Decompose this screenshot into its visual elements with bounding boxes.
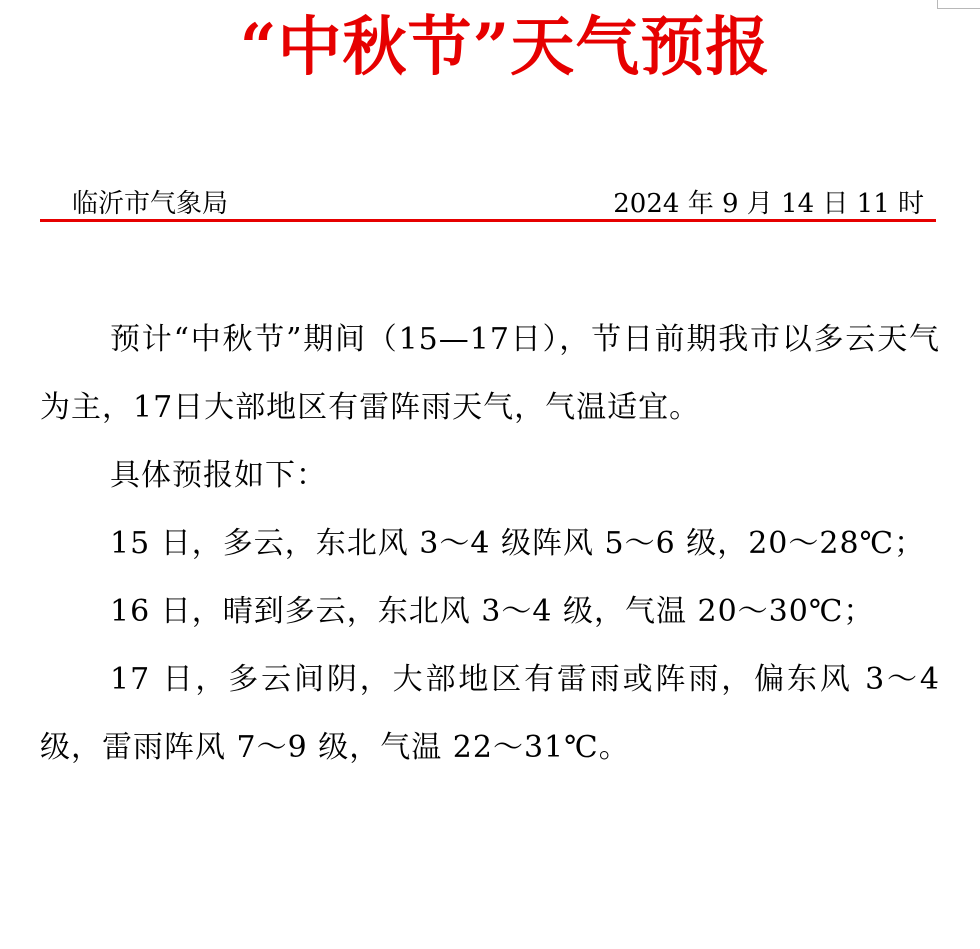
forecast-day-16: 16 日，晴到多云，东北风 3～4 级，气温 20～30℃； <box>110 594 875 629</box>
header-divider-rule <box>40 219 936 222</box>
forecast-day-15: 15 日，多云，东北风 3～4 级阵风 5～6 级，20～28℃； <box>110 526 926 561</box>
document-meta-row <box>72 186 924 222</box>
forecast-detail-heading: 具体预报如下： <box>110 458 327 493</box>
forecast-body <box>40 306 940 782</box>
issuer-name: 临沂市气象局 <box>72 189 229 219</box>
issue-date: 2024 年 9 月 14 日 11 时 <box>613 189 924 219</box>
forecast-day-17: 17 日，多云间阴，大部地区有雷雨或阵雨，偏东风 3～4 级，雷雨阵风 7～9 级，气温 22～31℃。 <box>40 662 940 765</box>
forecast-summary-paragraph: 预计“中秋节”期间（15—17日），节日前期我市以多云天气为主，17日大部地区有雷阵雨天气，气温适宜。 <box>40 322 940 425</box>
document-title: “中秋节”天气预报 <box>239 10 771 85</box>
